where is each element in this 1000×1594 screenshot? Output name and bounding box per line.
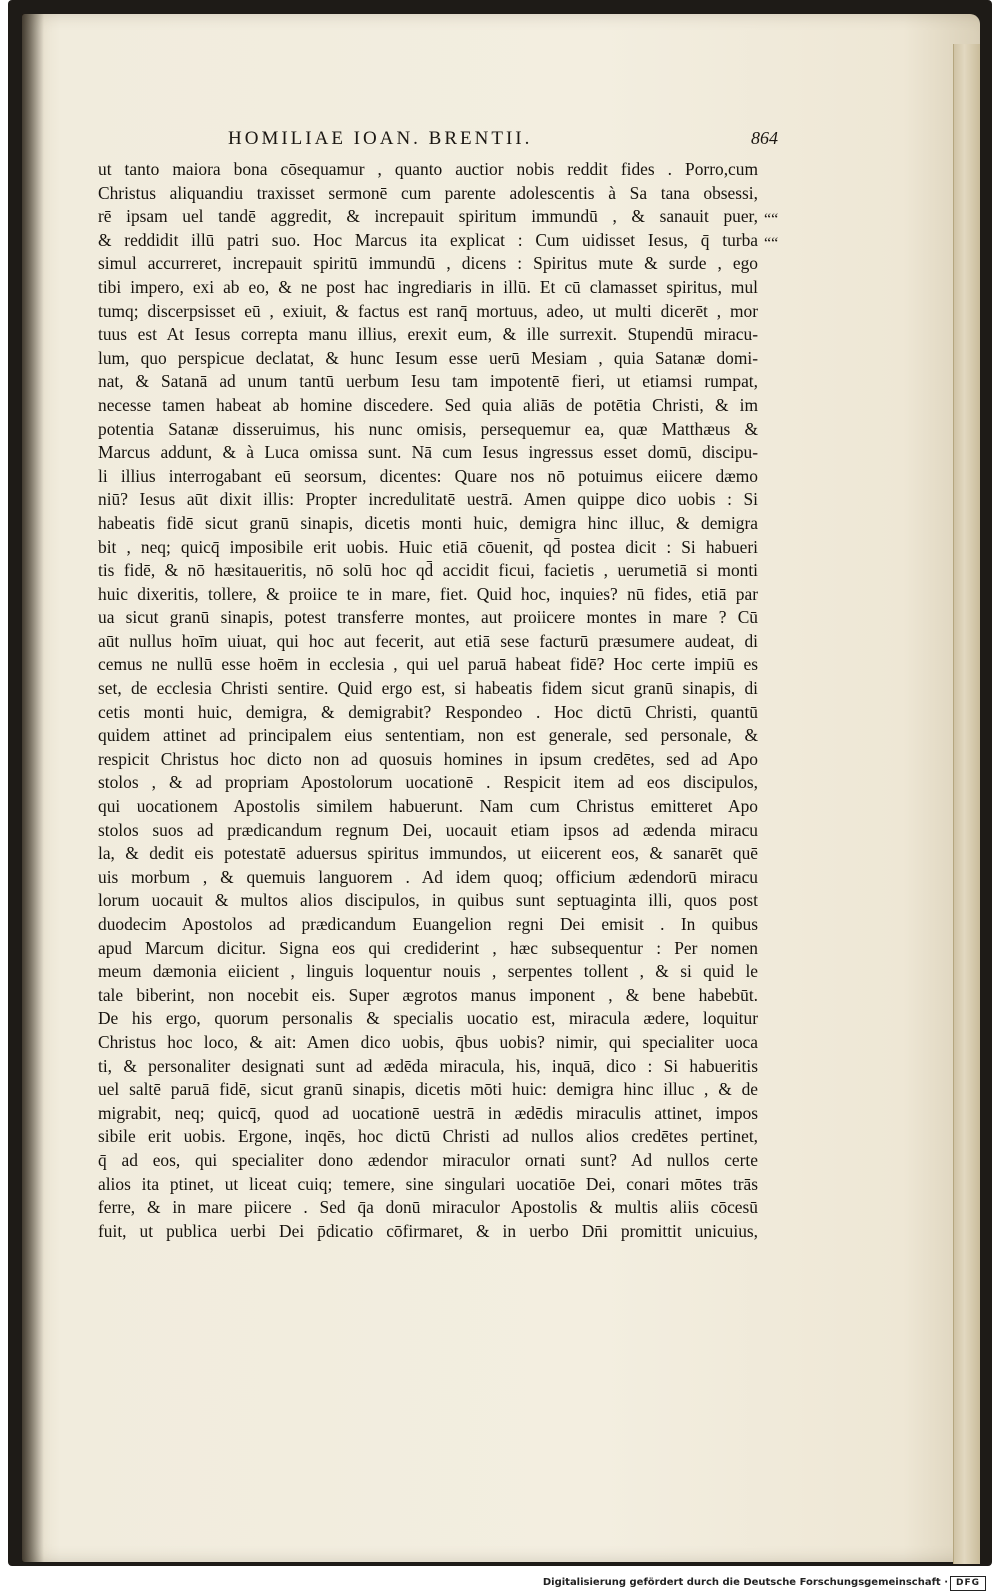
margin-mark: ““: [764, 235, 779, 252]
text-line: Christus aliquandiu traxisset sermonē cum parente adolescentis à Sa tana obsessi,: [98, 182, 758, 203]
text-line: cetis monti huic, demigra, & demigrabit? Respondeo . Hoc dictū Christi, quantū: [98, 701, 758, 722]
footer-credit: Digitalisierung gefördert durch die Deutsche Forschungsgemeinschaft ·: [542, 1577, 948, 1588]
text-line: necesse tamen habeat ab homine discedere. Sed quia aliās de potētia Christi, & im: [98, 394, 758, 415]
text-line: De his ergo, quorum personalis & specialis uocatio est, miracula ædere, loquitur: [98, 1008, 758, 1029]
text-line: tumq; discerpsisset eū , exiuit, & factus est ranq̄ mortuus, adeo, ut multi dicerēt , mor: [98, 300, 758, 321]
text-line: lorum uocauit & multos alios discipulos, in quibus sunt septuaginta illi, quos post: [98, 890, 758, 911]
text-line: q̄ ad eos, qui specialiter dono ædendor miraculor ornati sunt? Ad nullos certe: [98, 1149, 758, 1170]
text-line: quidem attinet ad principalem eius sententiam, non est generale, sed personale, &: [98, 725, 758, 746]
text-line: aūt nullus hoīm uiuat, qui hoc aut fecerit, aut etiā sese facturū præsumere audeat, di: [98, 630, 758, 651]
page-number: 864: [751, 128, 778, 148]
body-text: [98, 158, 758, 1243]
text-line: Marcus addunt, & à Luca omissa sunt. Nā cum Iesus ingressus esset domū, discipu-: [98, 442, 758, 463]
binding-shadow: [22, 14, 44, 1562]
text-line: qui uocationem Apostolis similem habuerunt. Nam cum Christus emitteret Apo: [98, 796, 758, 817]
text-line: apud Marcum dicitur. Signa eos qui crediderint , hæc subsequentur : Per nomen: [98, 937, 758, 958]
text-line: sibile erit uobis. Ergone, inqēs, hoc dictū Christi ad nullos alios credētes pertinet,: [98, 1126, 758, 1147]
text-line: habeatis fidē sicut granū sinapis, dicetis monti huic, demigra hinc illuc, & demigra: [98, 512, 758, 533]
text-line: fuit, ut publica uerbi Dei p̄dicatio cōfirmaret, & in uerbo Dn̄i promittit unicuius,: [98, 1220, 758, 1241]
text-line: stolos suos ad prædicandum regnum Dei, uocauit etiam ipsos ad ædenda miracu: [98, 819, 758, 840]
margin-quote-marks: [764, 208, 784, 258]
text-line: uis morbum , & quemuis languorem . Ad idem quoq; officium ædendorū miracu: [98, 866, 758, 887]
text-line: huic dixeritis, tollere, & proiice te in mare, fiet. Quid hoc, inquies? nū fides, etiā par: [98, 583, 758, 604]
text-line: meum dæmonia eiicient , linguis loquentur nouis , serpentes tollent , & si quid le: [98, 961, 758, 982]
text-line: rē ipsam uel tandē aggredit, & increpauit spiritum immundū , & sanauit puer,: [98, 206, 758, 227]
text-line: tibi impero, exi ab eo, & ne post hac ingrediaris in illū. Et cū clamasset spiritus, mul: [98, 276, 758, 297]
text-line: potentia Satanæ disseruimus, his nunc omisis, persequemur ea, quæ Matthæus &: [98, 418, 758, 439]
text-line: cemus ne nullū esse hoēm in ecclesia , qui uel paruā habeat fidē? Hoc certe impiū es: [98, 654, 758, 675]
dfg-logo: DFG: [950, 1576, 986, 1591]
text-line: tale biberint, non nocebit eis. Super ægrotos manus imponent , & bene habebūt.: [98, 984, 758, 1005]
text-line: bit , neq; quicq̄ imposibile erit uobis. Huic etiā cōuenit, qd̄ postea dicit : Si habueri: [98, 536, 758, 557]
text-line: tuus est At Iesus correpta manu illius, erexit eum, & ille surrexit. Stupendū miracu-: [98, 324, 758, 345]
text-line: ua sicut granū sinapis, potest transferre montes, aut proiicere montes in mare ? Cū: [98, 607, 758, 628]
text-line: li illius interrogabant eū seorsum, dicentes: Quare nos nō potuimus eiicere dæmo: [98, 465, 758, 486]
text-line: migrabit, neq; quicq̄, quod ad uocationē uestrā in ædēdis miraculis attinet, impos: [98, 1102, 758, 1123]
page-edge: [953, 44, 980, 1564]
text-line: set, de ecclesia Christi sentire. Quid ergo est, si habeatis fidem sicut granū sinapis, di: [98, 678, 758, 699]
running-head: [218, 126, 778, 156]
text-line: nat, & Satanā ad unum tantū uerbum Iesu tam impotentē fieri, ut etiamsi rumpat,: [98, 371, 758, 392]
text-line: simul accurreret, increpauit spiritū immundū , dicens : Spiritus mute & surde , ego: [98, 253, 758, 274]
text-line: Christus hoc loco, & ait: Amen dico uobis, q̄bus uobis? nimir, qui specialiter uoca: [98, 1031, 758, 1052]
text-line: la, & dedit eis potestatē aduersus spiritus immundos, ut eiicerent eos, & sanarēt quē: [98, 843, 758, 864]
margin-mark: ““: [764, 211, 779, 228]
running-title: HOMILIAE IOAN. BRENTII.: [228, 128, 533, 149]
text-line: tis fidē, & nō hæsitaueritis, nō solū hoc qd̄ accidit ficui, facietis , uerumetiā si monti: [98, 560, 758, 581]
text-line: lum, quo perspicue declatat, & hunc Iesum esse uerū Mesiam , quia Satanæ domi-: [98, 347, 758, 368]
text-line: ti, & personaliter designati sunt ad ædēda miracula, his, inquā, dico : Si habueritis: [98, 1055, 758, 1076]
page-paper: [22, 14, 980, 1562]
text-line: respicit Christus hoc dicto non ad quosuis homines in ipsum credētes, sed ad Apo: [98, 748, 758, 769]
scanned-page-image: [8, 0, 992, 1566]
text-line: duodecim Apostolos ad prædicandum Euangelion regni Dei emisit . In quibus: [98, 914, 758, 934]
footer-bar: [0, 1566, 1000, 1594]
text-line: ferre, & in mare piicere . Sed q̄a donū miraculor Apostolis & multis aliis cōcesū: [98, 1197, 758, 1218]
text-line: alios ita ptinet, ut liceat cuiq; temere, sine singulari uocatiōe Dei, conari mōtes trās: [98, 1173, 758, 1194]
text-line: ut tanto maiora bona cōsequamur , quanto auctior nobis reddit fides . Porro,cum: [98, 159, 758, 179]
text-line: uel saltē paruā fidē, sicut granū sinapis, dicetis mōti huic: demigra hinc illuc , & de: [98, 1079, 758, 1100]
text-line: & reddidit illū patri suo. Hoc Marcus ita explicat : Cum uidisset Iesus, q̄ turba: [98, 229, 758, 250]
text-line: stolos , & ad propriam Apostolorum uocationē . Respicit item ad eos discipulos,: [98, 772, 758, 793]
text-line: niū? Iesus aūt dixit illis: Propter incredulitatē uestrā. Amen quippe dico uobis : Si: [98, 489, 758, 510]
